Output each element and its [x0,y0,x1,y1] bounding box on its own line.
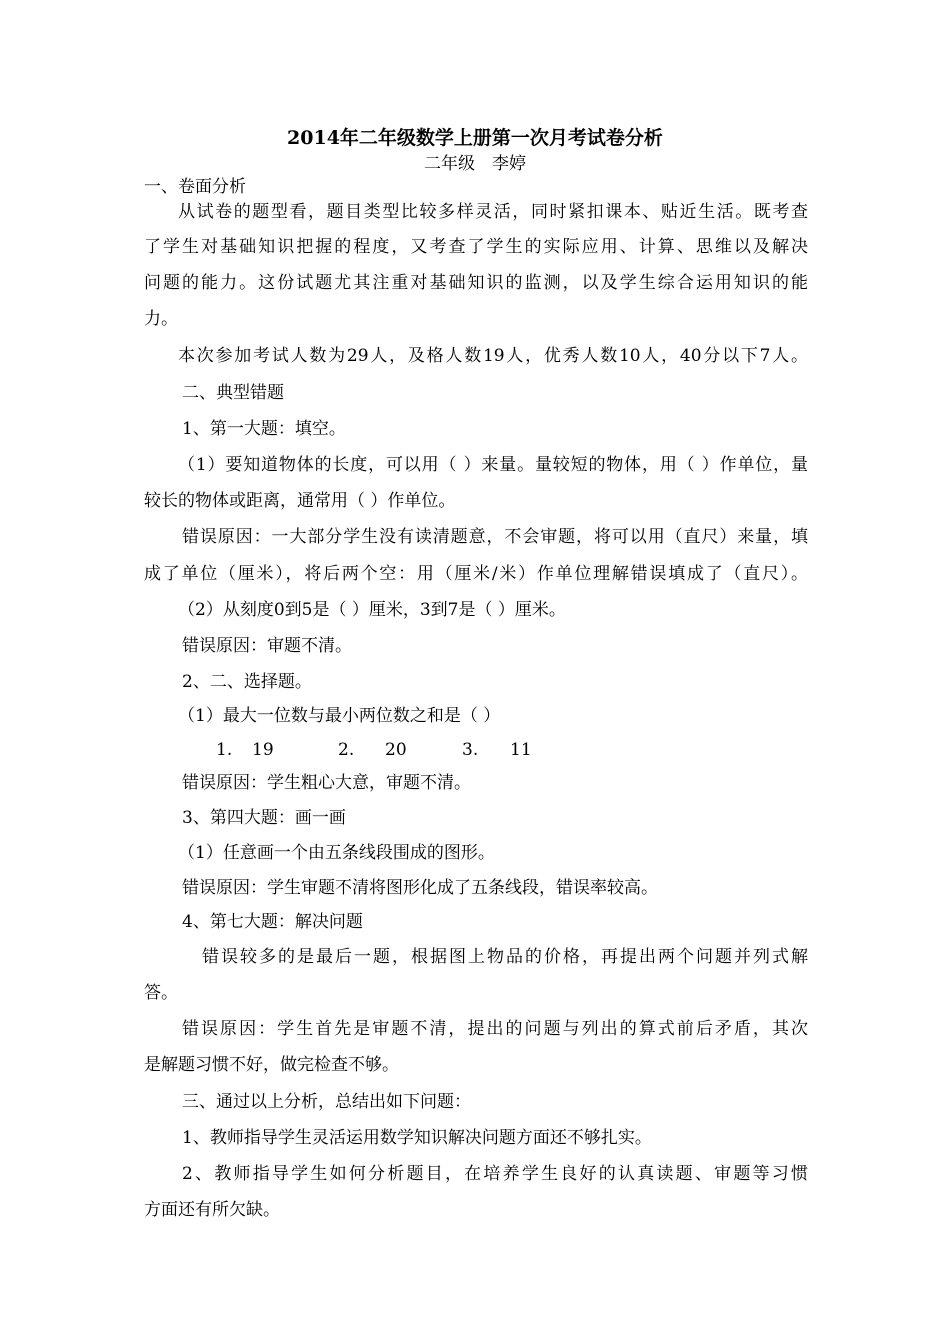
question1-heading: 1、第一大题：填空。 [182,419,346,439]
section3-heading: 三、通过以上分析，总结出如下问题： [182,1092,471,1112]
question2-error: 错误原因：学生粗心大意，审题不清。 [182,773,471,793]
question3-heading: 3、第四大题：画一画 [182,808,346,828]
section1-paragraph2: 本次参加考试人数为29人，及格人数19人，优秀人数10人，40分以下7人。 [178,346,808,366]
section3-item2-line1: 2、教师指导学生如何分析题目，在培养学生良好的认真读题、审题等习惯 [182,1164,808,1184]
question4-heading: 4、第七大题：解决问题 [182,912,363,932]
question4-line1: 错误较多的是最后一题，根据图上物品的价格，再提出两个问题并列式解 [202,947,808,967]
section1-heading: 一、卷面分析 [144,177,246,197]
question1-1-error-line2: 成了单位（厘米），将后两个空：用（厘米/米）作单位理解错误填成了（直尺）。 [144,564,808,584]
section1-paragraph1-line2: 了学生对基础知识把握的程度，又考查了学生的实际应用、计算、思维以及解决 [144,237,808,257]
option-1-number: 1. [216,740,233,760]
section3-item2-line2: 方面还有所欠缺。 [144,1200,280,1220]
question1-1-error-line1: 错误原因：一大部分学生没有读清题意，不会审题，将可以用（直尺）来量，填 [182,527,808,547]
question2-heading: 2、二、选择题。 [182,672,312,692]
question4-line2: 答。 [144,983,178,1003]
section1-paragraph1-line1: 从试卷的题型看，题目类型比较多样灵活，同时紧扣课本、贴近生活。既考查 [178,202,808,222]
document-subtitle: 二年级 李婷 [424,154,526,174]
question3-error: 错误原因：学生审题不清将图形化成了五条线段，错误率较高。 [182,878,658,898]
section2-heading: 二、典型错题 [182,383,284,403]
question1-2: （2）从刻度0到5是（ ）厘米，3到7是（ ）厘米。 [178,600,566,620]
section1-paragraph1-line4: 力。 [144,309,178,329]
question4-error-line1: 错误原因：学生首先是审题不清，提出的问题与列出的算式前后矛盾，其次 [182,1019,808,1039]
section3-item1: 1、教师指导学生灵活运用数学知识解决问题方面还不够扎实。 [182,1128,652,1148]
question1-1-line1: （1）要知道物体的长度，可以用（ ）来量。量较短的物体，用（ ）作单位，量 [178,455,808,475]
question2-1: （1）最大一位数与最小两位数之和是（ ） [178,706,501,726]
question1-1-line2: 较长的物体或距离，通常用（ ）作单位。 [144,491,456,511]
option-1-value: 19 [252,740,274,760]
option-2-number: 2. [338,740,355,760]
option-2-value: 20 [385,740,407,760]
section1-paragraph1-line3: 问题的能力。这份试题尤其注重对基础知识的监测，以及学生综合运用知识的能 [144,273,808,293]
question3-1: （1）任意画一个由五条线段围成的图形。 [178,843,495,863]
question4-error-line2: 是解题习惯不好，做完检查不够。 [144,1055,399,1075]
option-3-value: 11 [510,740,532,760]
question1-2-error: 错误原因：审题不清。 [182,636,352,656]
document-title: 2014年二年级数学上册第一次月考试卷分析 [287,127,663,149]
option-3-number: 3. [462,740,479,760]
